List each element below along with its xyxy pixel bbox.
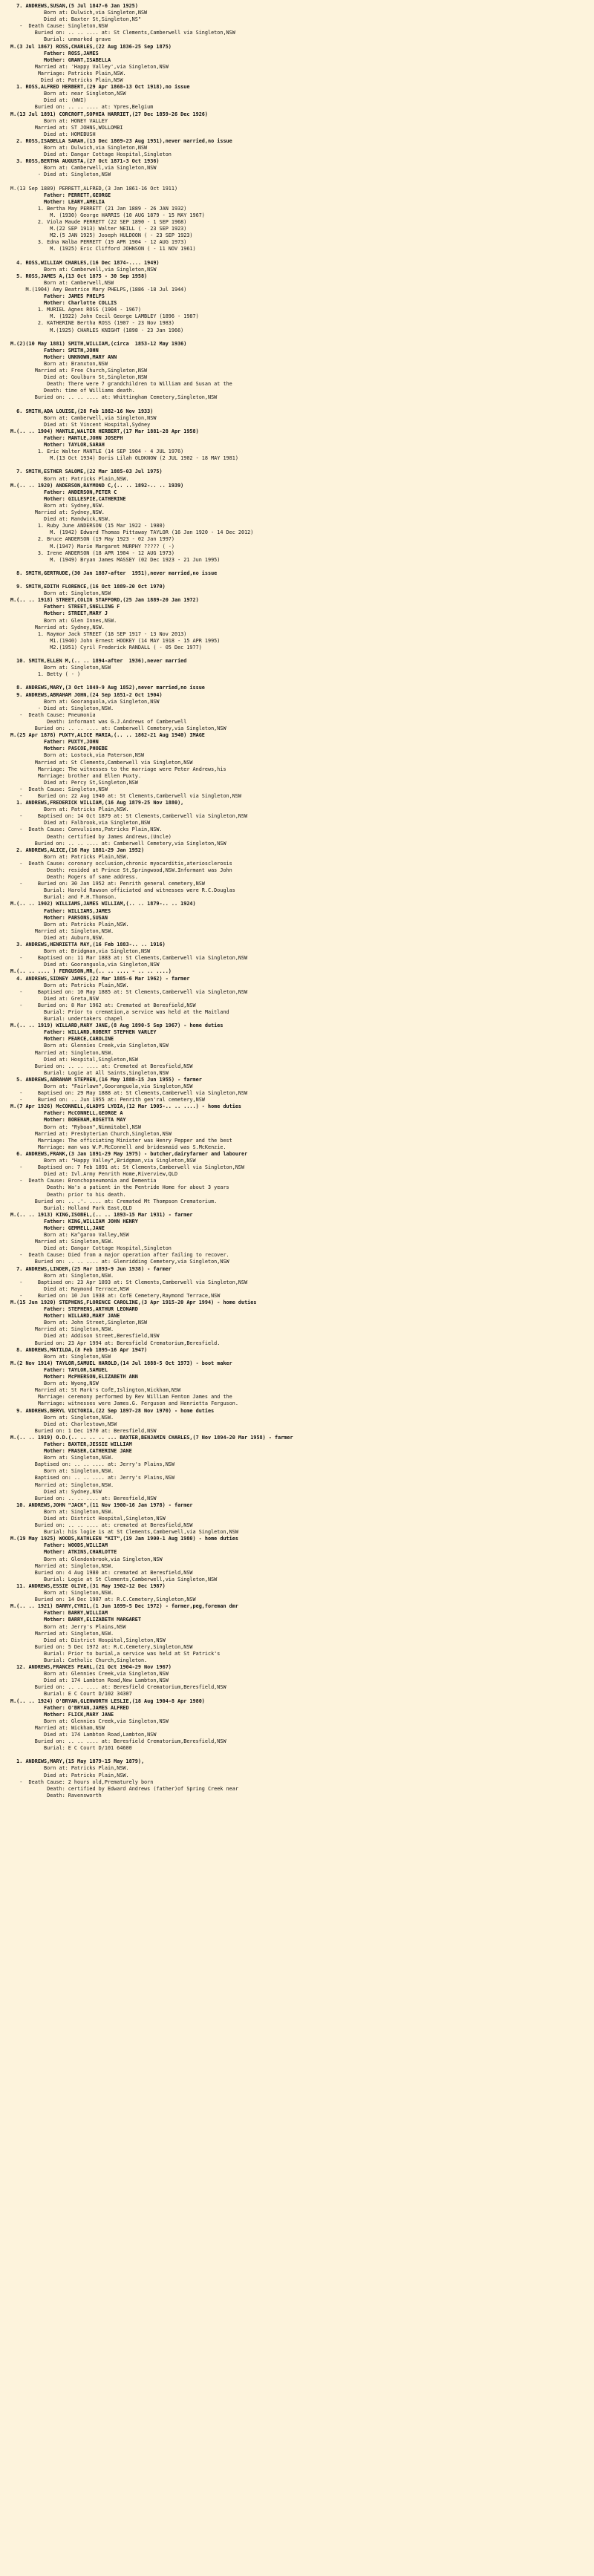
blank-line xyxy=(0,252,594,259)
record-line: 1. MURIEL Agnes ROSS (1904 - 1967) xyxy=(10,307,141,313)
record-line: M.(15 Jun 1920) STEPHENS,FLORENCE CAROLINE,(3 Apr 1915-20 Apr 1994) - home duties xyxy=(10,1300,257,1305)
record-line: M. (1942) Edward Thomas Pittaway TAYLOR (16 Jan 1920 - 14 Dec 2012) xyxy=(10,529,254,536)
record-line: Mother: Charlotte COLLIS xyxy=(10,300,117,307)
record-line: Father: ANDERSON,PETER C xyxy=(10,489,117,495)
record-line: M.(.. .. 1913) KING,ISOBEL,(.. .. 1893-15 Mar 1931) - farmer xyxy=(10,1211,193,1218)
record-line: M.(1947) Marie Margaret MURPHY ????? ( -) xyxy=(10,543,174,550)
record-line: - Baptised on: 10 May 1885 at: St Clements,Camberwell via Singleton,NSW xyxy=(10,988,248,995)
blank-line xyxy=(0,1752,594,1758)
record-line: Born at: Patricks Plain,NSW. xyxy=(10,1765,129,1772)
record-line: M. (1930) George HARRIS (10 AUG 1879 - 15 MAY 1967) xyxy=(10,212,205,218)
record-line: Marriage: man was W.P.McConnell and bridesmaid was S.McKenzie. xyxy=(10,1144,226,1150)
record-line: Born at: Camberwell,via Singleton,NSW xyxy=(10,165,157,172)
record-line: 9. SMITH,EDITH FLORENCE,(16 Oct 1889-20 Oct 1970) xyxy=(10,584,166,590)
record-line: 3. ANDREWS,HENRIETTA MAY,(16 Feb 1883-.. .. 1916) xyxy=(10,942,166,948)
record-line: M.(.. .. 1919) WILLARD,MARY JANE,(8 Aug 1890-5 Sep 1967) - home duties xyxy=(10,1023,223,1029)
record-line: M.(.. .. 1902) WILLIAMS,JAMES WILLIAM,(.. .. 1879-.. .. 1924) xyxy=(10,901,196,907)
record-line: M.(13 Oct 1934) Doris Lilah OLDKNOW (2 JUL 1902 - 18 MAY 1981) xyxy=(10,455,238,462)
record-line: Died at: Baxter St,Singleton,NS" xyxy=(10,16,141,23)
record-line: Died at: Randwick,NSW. xyxy=(10,516,111,523)
record-line: Married at: Singleton,NSW. xyxy=(10,1239,114,1245)
record-line: Died at: 174 Lambton Road,Lambton,NSW xyxy=(10,1732,157,1738)
record-line: Father: McCONNELL,GEORGE A xyxy=(10,1110,123,1117)
record-line: M.(.. .. 1924) O'BRYAN,GLENWORTH LESLIE,(18 Aug 1904-8 Apr 1980) xyxy=(10,1698,205,1704)
record-line: Married at: Sydney,NSW. xyxy=(10,624,105,630)
record-line: Mother: FLICK,MARY JANE xyxy=(10,1711,114,1718)
blank-line xyxy=(0,334,594,341)
record-line: Death: certified by James Andrews,(Uncle) xyxy=(10,833,172,840)
record-line: Died at: HOMEBUSH xyxy=(10,131,96,137)
record-line: Buried on: .. .. .... at: St Clements,Camberwell via Singleton,NSW xyxy=(10,30,235,36)
record-line: Born at: "Happy Valley",Bridgman,via Singleton,NSW xyxy=(10,1158,196,1164)
record-line: Died at: 174 Lambton Road,New Lambton,NSW xyxy=(10,1677,169,1684)
record-line: Father: STEPHENS,ARTHUR LEONARD xyxy=(10,1306,138,1313)
record-line: Born at: Glen Innes,NSW. xyxy=(10,617,117,624)
record-line: Death: Rogers of same address. xyxy=(10,874,138,881)
record-line: Born at: Sydney,NSW. xyxy=(10,502,105,509)
blank-line xyxy=(0,402,594,408)
record-line: M.(13 Sep 1889) PERRETT,ALFRED,(3 Jan 1861-16 Oct 1911) xyxy=(10,185,178,192)
blank-line xyxy=(0,462,594,469)
record-line: 8. ANDREWS,MARY,(3 Oct 1849-9 Aug 1852),never married,no issue xyxy=(10,685,205,691)
record-line: 3. ROSS,BERTHA AUGUSTA,(27 Oct 1871-3 Oct 1936) xyxy=(10,158,160,165)
record-line: Born at: Patricks Plain,NSW. xyxy=(10,853,129,860)
record-line: Father: KING,WILLIAM JOHN HENRY xyxy=(10,1218,138,1225)
record-line: 3. Edna Walba PERRETT (19 APR 1904 - 12 AUG 1973) xyxy=(10,239,187,246)
record-line: - Buried on: 8 Mar 1962 at: Cremated at Beresfield,NSW xyxy=(10,1002,196,1008)
record-line: - Died at: Singleton,NSW xyxy=(10,172,111,178)
record-line: Born at: Patricks Plain,NSW. xyxy=(10,806,129,813)
record-line: Death: informant was G.J.Andrews of Camberwell xyxy=(10,718,187,725)
record-line: Marriage: ceremony performed by Rev William Fenton James and the xyxy=(10,1394,232,1401)
record-line: Married at: Singleton,NSW. xyxy=(10,1630,114,1637)
record-line: - Death Cause: Convulsions,Patricks Plain,NSW. xyxy=(10,826,163,833)
record-line: Buried on: 23 Apr 1994 at: Beresfield Crematorium,Beresfield. xyxy=(10,1340,221,1346)
record-line: Marriage: The witnesses to the marriage were Peter Andrews,his xyxy=(10,766,226,772)
record-line: 7. SMITH,ESTHER SALOME,(22 Mar 1885-03 Jul 1975) xyxy=(10,469,163,475)
record-line: Mother: GEMMELL,JANE xyxy=(10,1225,105,1231)
record-line: Died at: St Vincent Hospital,Sydney xyxy=(10,421,151,428)
record-line: Father: PUXTY,JOHN xyxy=(10,739,99,746)
record-line: M. (1922) John Cecil George LAMBLEY (1896 - 1987) xyxy=(10,313,199,320)
record-line: 11. ANDREWS,ESSIE OLIVE,(31 May 1902-12 Dec 1987) xyxy=(10,1582,166,1589)
record-line: Buried on: 1 Dec 1970 at: Beresfield,NSW xyxy=(10,1427,157,1434)
record-line: Born at: Patricks Plain,NSW. xyxy=(10,982,129,988)
record-line: M.(7 Apr 1926) McCONNELL,GLADYS LYDIA,(12 Mar 1905-.. .. ....) - home duties xyxy=(10,1103,241,1110)
record-line: M.(2 Nov 1914) TAYLOR,SAMUEL HAROLD,(14 Jul 1888-5 Oct 1973) - boot maker xyxy=(10,1360,232,1366)
record-line: Mother: PASCOE,PHOEBE xyxy=(10,746,108,752)
record-line: Mother: GILLESPIE,CATHERINE xyxy=(10,495,126,502)
record-line: 8. ANDREWS,MATILDA,(8 Feb 1895-16 Apr 1947) xyxy=(10,1346,148,1353)
record-line: 9. ANDREWS,ABRAHAM JOHN,(24 Sep 1851-2 Oct 1904) xyxy=(10,691,163,698)
record-line: Buried on: .. .. .... at: Beresfield Crematorium,Beresfield,NSW xyxy=(10,1684,226,1691)
record-line: Father: ROSS,JAMES xyxy=(10,50,99,56)
record-line: Born at: Singleton,NSW. xyxy=(10,1272,114,1279)
record-line: - Baptised on: 11 Mar 1883 at: St Clements,Camberwell via Singleton,NSW xyxy=(10,955,248,962)
record-line: Buried on: .. .. .... at: Ypres,Belgium xyxy=(10,104,154,111)
record-line: Father: WILLIAMS,JAMES xyxy=(10,907,111,914)
record-line: M2.(1951) Cyril Frederick RANDALL ( - 05 Dec 1977) xyxy=(10,644,202,650)
record-line: 1. Ruby June ANDERSON (15 Mar 1922 - 1980) xyxy=(10,523,166,529)
record-line: Burial: Prior to burial,a service was held at St Patrick's xyxy=(10,1650,221,1657)
record-line: Mother: FRASER,CATHERINE JANE xyxy=(10,1448,132,1455)
record-line: Father: SMITH,JOHN xyxy=(10,347,99,353)
record-line: Married at: Singleton,NSW. xyxy=(10,1049,114,1056)
record-line: Buried on: .. .. .... at: Camberwell Cemetery,via Singleton,NSW xyxy=(10,840,226,847)
record-line: Died at: Greta,NSW xyxy=(10,995,99,1002)
record-line: - Buried on: .. Jun 1955 at: Penrith gen'ral cemetery,NSW xyxy=(10,1097,205,1103)
record-line: Father: STREET,SNELLING F xyxy=(10,604,120,610)
record-line: 4. ROSS,WILLIAM CHARLES,(16 Dec 1874-.... 1949) xyxy=(10,259,160,266)
record-line: 2. Viola Maude PERRETT (22 SEP 1890 - 1 SEP 1968) xyxy=(10,219,187,225)
record-line: Married at: Singleton,NSW. xyxy=(10,1481,114,1488)
record-line: Died at: Addison Street,Beresfield,NSW xyxy=(10,1333,160,1340)
record-line: Born at: Patricks Plain,NSW. xyxy=(10,921,129,927)
record-line: 1. Betty ( - ) xyxy=(10,671,81,678)
record-line: Father: TAYLOR,SAMUEL xyxy=(10,1366,108,1373)
record-line: Burial: Catholic Church,Singleton. xyxy=(10,1657,148,1663)
record-line: Married at: Presbyterian Church,Singleton,NSW xyxy=(10,1130,172,1137)
record-line: Died at: Percy St,Singleton,NSW xyxy=(10,779,138,786)
record-line: - Death Cause: 2 hours old,Prematurely born xyxy=(10,1778,154,1785)
record-line: Burial: Harold Rawson officiated and witnesses were R.C.Douglas xyxy=(10,887,235,894)
record-line: Died at: Charlestown,NSW xyxy=(10,1421,117,1427)
blank-line xyxy=(0,577,594,584)
record-line: Marriage: The officiating Minister was Henry Pepper and the best xyxy=(10,1137,232,1144)
record-line: Born at: Ka^garoo Valley,NSW xyxy=(10,1232,129,1239)
record-line: Mother: WILLARD,MARY JANE xyxy=(10,1313,120,1320)
record-line: - Death Cause: Singleton,NSW xyxy=(10,23,108,30)
record-line: Married at: Singleton,NSW. xyxy=(10,927,114,934)
record-line: - Death Cause: Bronchopneumonia and Dementia xyxy=(10,1178,157,1184)
record-line: Marriage: witnesses were James.G. Ferguson and Henrietta Ferguson. xyxy=(10,1401,238,1407)
record-line: Mother: UNKNOWN,MARY ANN xyxy=(10,353,117,360)
record-line: - Death Cause: Died from a major operation after failing to recover. xyxy=(10,1252,229,1259)
record-line: - Died at: Singleton,NSW. xyxy=(10,705,114,711)
record-line: - Death Cause: coronary occlusion,chronic myocarditis,ateriosclerosis xyxy=(10,860,232,867)
record-line: 1. Raymor Jack STREET (18 SEP 1917 - 13 Nov 2013) xyxy=(10,630,187,637)
record-line: 1. Bertha May PERRETT (21 Jan 1889 - 26 JAN 1932) xyxy=(10,205,187,212)
record-line: Died at: Raymond Terrace,NSW xyxy=(10,1285,129,1292)
record-line: M.(13 Jul 1891) CORCROFT,SOPHIA HARRIET,(27 Dec 1859-26 Dec 1926) xyxy=(10,111,208,117)
record-line: Born at: Singleton,NSW xyxy=(10,1353,111,1360)
record-line: Buried on: .. .. .... at: cremated at Beresfield,NSW xyxy=(10,1522,193,1529)
record-line: 12. ANDREWS,FRANCES PEARL,(21 Oct 1904-29 Nov 1967) xyxy=(10,1664,172,1671)
record-line: Born at: Wyong,NSW xyxy=(10,1380,99,1387)
record-line: Mother: PARSONS,SUSAN xyxy=(10,914,108,921)
record-line: Born at: Singleton,NSW. xyxy=(10,1590,114,1597)
blank-line xyxy=(0,564,594,570)
record-line: 2. ANDREWS,ALICE,(16 May 1881-29 Jan 1952) xyxy=(10,847,145,853)
record-line: Born at: HONEY VALLEY xyxy=(10,117,108,124)
record-line: Born at: Dulwich,via Singleton,NSW xyxy=(10,10,148,16)
record-line: M.(1904) Amy Beatrice Mary PHELPS,(1886 -18 Jul 1944) xyxy=(10,286,187,293)
record-line: Married at: Free Church,Singleton,NSW xyxy=(10,368,148,374)
record-line: 6. SMITH,ADA LOUISE,(28 Feb 1882-16 Nov 1933) xyxy=(10,408,154,414)
record-line: Born at: "Ryboan",Nimmitabel,NSW xyxy=(10,1124,141,1130)
record-line: Marriage: Patricks Plain,NSW. xyxy=(10,70,126,76)
record-line: Died at: Patricks Plain,NSW. xyxy=(10,1772,129,1778)
record-line: M.(3 Jul 1867) ROSS,CHARLES,(22 Aug 1836-25 Sep 1875) xyxy=(10,43,172,50)
record-line: Married at: ST JOHNS,WOLLOMBI xyxy=(10,124,123,131)
record-line: 10. ANDREWS,JOHN "JACK",(11 Nov 1900-16 Jan 1978) - farmer xyxy=(10,1501,193,1508)
record-line: Born at: Bridgman,via Singleton,NSW xyxy=(10,948,151,955)
record-line: Baptised on: .. .. .... at: Jerry's Plains,NSW xyxy=(10,1461,174,1468)
record-line: M.(.. .. 1919) O.D.(.. .. .. .. ... BAXTER,BENJAMIN CHARLES,(7 Nov 1894-20 Mar 1958) - farmer xyxy=(10,1434,293,1441)
record-line: 5. ROSS,JAMES A,(13 Oct 1875 - 30 Sep 1958) xyxy=(10,273,148,279)
record-line: M.(19 May 1925) WOODS,KATHLEEN "KIT",(19 Jan 1900-1 Aug 1980) - home duties xyxy=(10,1536,238,1542)
record-line: Burial: Logie at St Clements,Camberwell,via Singleton,NSW xyxy=(10,1576,218,1582)
record-line: 10. SMITH,ELLEN M,(.. .. 1894-after 1936),never married xyxy=(10,658,187,665)
record-line: M. (1949) Bryan James MASSEY (02 Dec 1923 - 21 Jun 1995) xyxy=(10,556,221,563)
record-line: Died at: (WWI) xyxy=(10,97,87,104)
record-line: Mother: LEARY,AMELIA xyxy=(10,198,105,205)
record-line: Mother: BOREHAM,ROSETTA MAY xyxy=(10,1117,126,1124)
record-line: Burial: Prior to cremation,a service was held at the Maitland xyxy=(10,1008,229,1015)
record-line: Died at: Goulburn St,Singleton,NSW xyxy=(10,374,148,381)
record-line: - Baptised on: 7 Feb 1891 at: St Clements,Camberwell via Singleton,NSW xyxy=(10,1164,245,1171)
record-line: - Death Cause: Singleton,NSW xyxy=(10,786,108,792)
record-line: 1. Eric Walter MANTLE (14 SEP 1904 - 4 JUL 1976) xyxy=(10,449,184,455)
record-line: 2. ROSS,ISABELLA SARAH,(13 Dec 1869-23 Aug 1951),never married,no issue xyxy=(10,137,232,144)
record-line: Born at: Singleton,NSW. xyxy=(10,1455,114,1461)
record-line: Buried on: 5 Dec 1972 at: R.C.Cemetery,Singleton,NSW xyxy=(10,1643,193,1650)
record-line: Mother: ATKINS,CHARLOTTE xyxy=(10,1549,117,1556)
record-line: M2.(5 JAN 1925) Joseph HULDOON ( - 23 SEP 1923) xyxy=(10,232,193,239)
record-line: Mother: STREET,MARY J xyxy=(10,610,108,617)
blank-line xyxy=(0,678,594,685)
record-line: Father: WOODS,WILLIAM xyxy=(10,1542,108,1549)
record-line: Born at: Camberwell,via Singleton,NSW xyxy=(10,414,157,421)
record-line: 4. ANDREWS,SIDNEY JAMES,(22 Mar 1885-6 Mar 1962) - farmer xyxy=(10,975,190,982)
record-line: Born at: Lostock,via Paterson,NSW xyxy=(10,752,145,759)
record-line: 7. ANDREWS,LINDER,(25 Mar 1893-9 Jun 1938) - farmer xyxy=(10,1265,172,1272)
record-line: M.(1925) CHARLES KNIGHT (1898 - 23 Jan 1966) xyxy=(10,327,184,333)
record-line: Born at: near Singleton,NSW xyxy=(10,91,126,97)
record-line: M1.(1940) John Ernest HOOKEY (14 MAY 1918 - 15 APR 1995) xyxy=(10,637,221,644)
record-line: Born at: Camberwell,via Singleton,NSW xyxy=(10,266,157,273)
record-line: 3. Irene ANDERSON (18 APR 1904 - 12 AUG 1973) xyxy=(10,550,174,556)
record-line: - Baptised on: 29 May 1888 at: St Clements,Camberwell via Singleton,NSW xyxy=(10,1090,248,1097)
record-line: Father: O'BRYAN,JAMES ALFRED xyxy=(10,1704,129,1711)
record-line: M.(.. .. 1920) ANDERSON,RAYMOND C,(.. .. 1892-.. .. 1939) xyxy=(10,482,184,489)
record-line: Death: There were 7 grandchildren to William and Susan at the xyxy=(10,381,232,388)
record-line: M. (1925) Eric Clifford JOHNSON ( - 11 NOV 1961) xyxy=(10,246,196,252)
record-line: Death: Wa's a patient in the Pentride Home for about 3 years xyxy=(10,1184,229,1191)
record-line: Father: BARRY,WILLIAM xyxy=(10,1610,108,1617)
record-line: Burial: unmarked grave xyxy=(10,36,111,43)
record-line: Born at: "Fairlawn",Gooranguola,via Singleton,NSW xyxy=(10,1083,193,1089)
record-line: - Buried on: 10 Jun 1938 at: CofE Cemetery,Raymond Terrace,NSW xyxy=(10,1292,221,1299)
record-line: Died at: Hospital,Singleton,NSW xyxy=(10,1056,138,1063)
record-line: 2. KATHERINE Bertha ROSS (1907 - 23 Nov 1983) xyxy=(10,320,174,327)
record-line: 9. ANDREWS,BERYL VICTORIA,(22 Sep 1897-28 Nov 1970) - home duties xyxy=(10,1407,215,1414)
record-line: Death: resided at Prince St,Springwood,NSW.Informant was John xyxy=(10,867,232,873)
record-line: Buried on: .. .. .... at: Camberwell Cemetery,via Singleton,NSW xyxy=(10,725,226,732)
record-line: Born at: Glendonbrook,via Singleton,NSW xyxy=(10,1556,163,1562)
record-line: M.(.. .. .... ) FERGUSON,MR,(.. .. .... - .. .. ....) xyxy=(10,968,172,975)
record-line: Death: time of Williams death. xyxy=(10,388,135,394)
record-line: Mother: PEARCE,CAROLINE xyxy=(10,1036,114,1043)
record-line: Born at: Singleton,NSW. xyxy=(10,1468,114,1475)
record-line: Father: JAMES PHELPS xyxy=(10,293,105,300)
record-line: - Buried on: 30 Jan 1952 at: Penrith general cemetery,NSW xyxy=(10,881,205,887)
record-line: - Baptised on: 23 Apr 1893 at: St Clements,Camberwell via Singleton,NSW xyxy=(10,1279,248,1285)
record-line: Buried on: .. .. .... at: Glenridding Cemetery,via Singleton,NSW xyxy=(10,1259,229,1265)
record-line: 6. ANDREWS,FRANK,(3 Jan 1891-29 May 1975) - butcher,dairyfarmer and labourer xyxy=(10,1150,248,1157)
record-line: Married at: Singleton,NSW. xyxy=(10,1326,114,1333)
record-line: Father: BAXTER,JESSIE WILLIAM xyxy=(10,1441,132,1447)
record-line: M.(2)(10 May 1881) SMITH,WILLIAM,(circa 1853-12 May 1936) xyxy=(10,340,187,347)
record-line: Married at: 'Happy Valley',via Singleton,NSW xyxy=(10,63,169,70)
record-line: Married at: Sydney,NSW. xyxy=(10,509,105,516)
record-line: Death: prior to his death. xyxy=(10,1191,126,1198)
record-line: Buried on: .. .. .... at: Cremated at Beresfield,NSW xyxy=(10,1063,193,1069)
record-line: 1. ROSS,ALFRED HERBERT,(29 Apr 1868-13 Oct 1918),no issue xyxy=(10,84,190,91)
record-line: Born at: Glennies Creek,via Singleton,NSW xyxy=(10,1671,169,1677)
record-line: Burial: Holland Park East,QLD xyxy=(10,1204,132,1211)
record-line: Burial: Logie at All Saints,Singleton,NSW xyxy=(10,1069,169,1076)
record-line: M.(.. .. 1921) BARRY,CYRIL,(1 Jun 1899-5 Dec 1972) - farmer,peg,foreman dmr xyxy=(10,1603,238,1610)
record-line: Burial: undertakers chapel xyxy=(10,1016,123,1023)
record-line: Mother: GRANT,ISABELLA xyxy=(10,56,111,63)
record-line: Mother: McPHERSON,ELIZABETH ANN xyxy=(10,1374,138,1380)
record-line: Born at: John Street,Singleton,NSW xyxy=(10,1320,148,1326)
record-line: Born at: Dulwich,via Singleton,NSW xyxy=(10,144,148,151)
record-line: - Baptised on: 14 Oct 1879 at: St Clements,Camberwell via Singleton,NSW xyxy=(10,813,248,820)
record-line: Died at: Gooranguola,via Singleton,NSW xyxy=(10,962,160,968)
record-line: Burial: E C Court D/102 34307 xyxy=(10,1691,132,1698)
blank-line xyxy=(0,178,594,185)
record-line: 8. SMITH,GERTRUDE,(30 Jan 1887-after 1951),never married,no issue xyxy=(10,570,218,576)
record-line: Marriage: brother and Ellen Puxty. xyxy=(10,772,141,779)
record-line: M.(.. .. 1904) MANTLE,WALTER HERBERT,(17 Mar 1881-28 Apr 1958) xyxy=(10,428,199,434)
record-line: Died at: District Hospital,Singleton,NSW xyxy=(10,1516,166,1522)
record-line: Father: WILLARD,ROBERT STEPHEN VARLEY xyxy=(10,1029,157,1036)
record-line: Died at: Dangar Cottage Hospital,Singleton xyxy=(10,1245,172,1252)
record-line: - Buried on: 22 Aug 1940 at: St Clements,Camberwell via Singleton,NSW xyxy=(10,792,241,799)
record-line: Born at: Singleton,NSW. xyxy=(10,1508,114,1515)
record-line: 1. ANDREWS,MARY,(15 May 1879-15 May 1879), xyxy=(10,1758,145,1765)
record-line: Buried on: 4 Aug 1980 at: cremated at Beresfield,NSW xyxy=(10,1569,193,1576)
record-line: Buried on: .. .. .... at: Beresfield,NSW xyxy=(10,1495,157,1501)
record-line: 1. ANDREWS,FREDERICK WILLIAM,(16 Aug 1879-25 Nov 1880), xyxy=(10,800,184,806)
record-line: Married at: Wickham,NSW xyxy=(10,1724,105,1731)
record-line: Burial: E C Court D/101 64600 xyxy=(10,1745,132,1752)
record-line: Born at: Glennies Creek,via Singleton,NSW xyxy=(10,1043,169,1049)
record-line: Died at: Sydney,NSW xyxy=(10,1488,102,1495)
record-line: Born at: Singleton,NSW. xyxy=(10,1414,114,1421)
record-line: Died at: Ivl.Army Penrith Home,Riverview,QLD xyxy=(10,1171,178,1178)
record-line: Father: PERRETT,GEORGE xyxy=(10,192,111,198)
record-line: M.(25 Apr 1878) PUXTY,ALICE MARIA,(.. .. 1862-21 Aug 1940) IMAGE xyxy=(10,732,205,739)
record-line: Born at: Glennies Creek,via Singleton,NSW xyxy=(10,1718,169,1724)
record-line: Married at: Singleton,NSW. xyxy=(10,1562,114,1569)
record-line: 7. ANDREWS,SUSAN,(5 Jul 1847-6 Jan 1925) xyxy=(10,3,138,9)
record-line: Died at: Dangar Cottage Hospital,Singleton xyxy=(10,151,172,158)
record-line: Burial: and F.H.Thomson. xyxy=(10,894,117,901)
record-line: Died at: Auburn,NSW. xyxy=(10,934,105,941)
record-line: Born at: Gooranguola,via Singleton,NSW xyxy=(10,698,160,705)
record-line: 2. Bruce ANDERSON (19 May 1923 - 02 Jan 1997) xyxy=(10,536,174,543)
record-line: 5. ANDREWS,ABRAHAM STEPHEN,(16 May 1888-15 Jun 1955) - farmer xyxy=(10,1076,202,1083)
blank-line xyxy=(0,651,594,658)
record-line: Death: certified by Edward Andrews (father)of Spring Creek near xyxy=(10,1785,238,1792)
record-line: Died at: Patricks Plain,NSW xyxy=(10,77,123,84)
record-line: Mother: TAYLOR,SARAH xyxy=(10,442,105,449)
record-line: Buried on: 14 Dec 1987 at: R.C.Cemetery,Singleton,NSW xyxy=(10,1597,196,1603)
record-line: Born at: Singleton,NSW xyxy=(10,590,111,597)
record-line: Buried on: .. .. .... at: Beresfield Crematorium,Beresfield,NSW xyxy=(10,1738,226,1745)
record-line: Born at: Patricks Plain,NSW. xyxy=(10,475,129,482)
record-line: Father: MANTLE,JOHN JOSEPH xyxy=(10,435,123,441)
record-line: M.(.. .. 1918) STREET,COLIN STAFFORD,(25 Jan 1889-20 Jan 1972) xyxy=(10,597,199,604)
record-line: Married at: St Mark's CofE,Islington,Wickham,NSW xyxy=(10,1387,181,1394)
record-line: Death: Ravensworth xyxy=(10,1792,102,1799)
record-line: Born at: Singleton,NSW xyxy=(10,665,111,671)
record-line: Died at: District Hospital,Singleton,NSW xyxy=(10,1637,166,1643)
record-line: Buried on: .. .. .... at: Whittingham Cemetery,Singleton,NSW xyxy=(10,394,218,401)
record-line: Mother: BARRY,ELIZABETH MARGARET xyxy=(10,1617,141,1623)
record-line: M.(22 SEP 1913) Walter NEILL ( - 23 SEP 1923) xyxy=(10,226,187,232)
record-line: Born at: Camberwell,NSW xyxy=(10,279,114,286)
record-line: Born at: Branxton,NSW xyxy=(10,360,108,367)
record-line: Burial: his logie is at St Clements,Camberwell,via Singleton,NSW xyxy=(10,1529,238,1536)
record-line: Married at: St Clements,Camberwell via Singleton,NSW xyxy=(10,759,193,766)
record-line: Died at: Falbrook,via Singleton,NSW xyxy=(10,820,151,826)
record-line: Buried on: .. .'. .... at: Cremated Mt Thompson Crematorium. xyxy=(10,1198,218,1204)
record-line: Born at: Jerry's Plains,NSW xyxy=(10,1623,126,1630)
record-line: - Death Cause: Pneumonia xyxy=(10,711,96,718)
record-line: Baptised on: .. .. .... at: Jerry's Plains,NSW xyxy=(10,1475,174,1481)
